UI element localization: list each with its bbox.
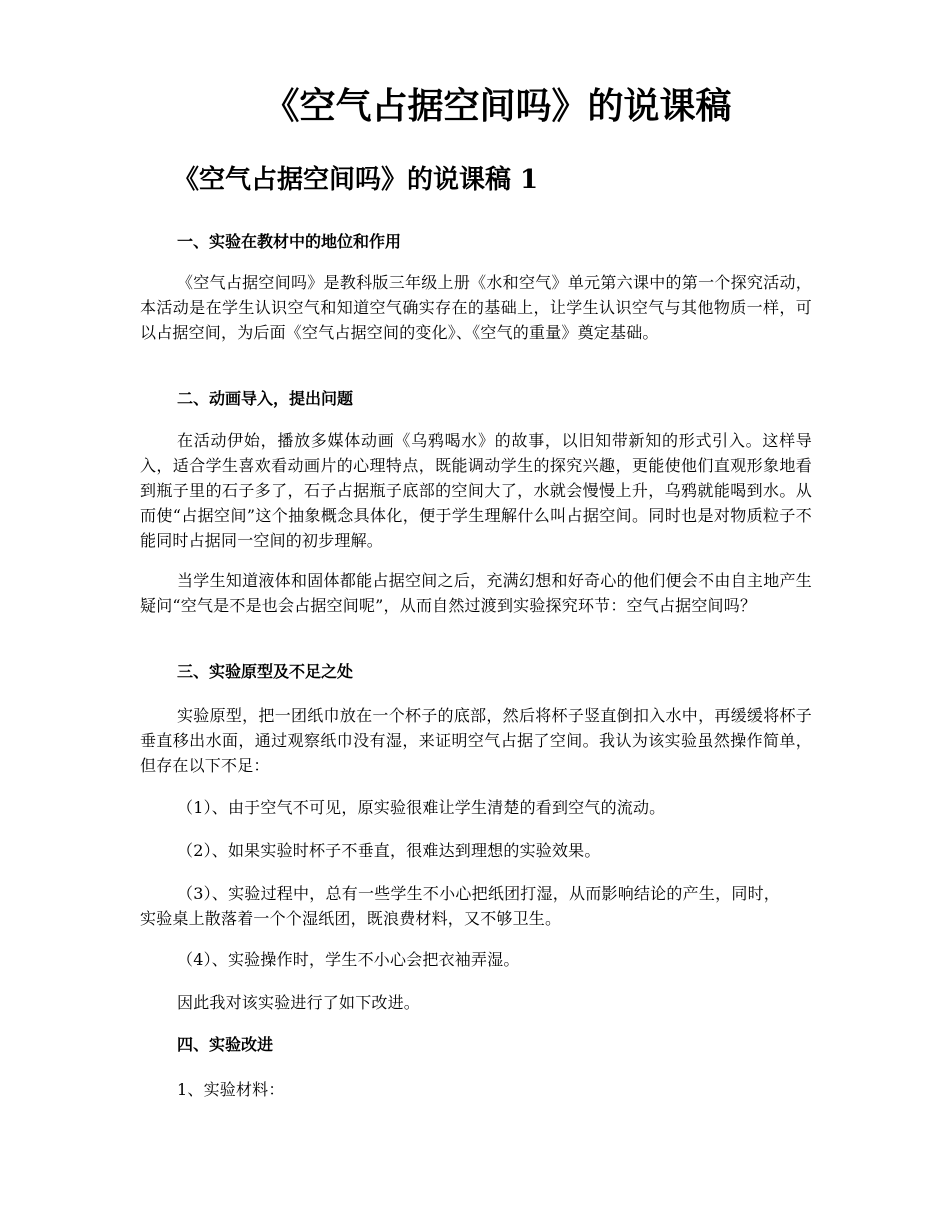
section-title: 《空气占据空间吗》的说课稿 1 — [173, 165, 539, 195]
heading-4: 四、实验改进 — [177, 1035, 274, 1054]
list-item-1: （1）、由于空气不可见，原实验很难让学生清楚的看到空气的流动。 — [177, 798, 666, 817]
list-item-4: （4）、实验操作时，学生不小心会把衣袖弄湿。 — [177, 950, 520, 969]
heading-1: 一、实验在教材中的地位和作用 — [177, 232, 402, 251]
list-item-2: （2）、如果实验时杯子不垂直，很难达到理想的实验效果。 — [177, 841, 601, 860]
paragraph-2: 在活动伊始，播放多媒体动画《乌鸦喝水》的故事，以旧知带新知的形式引入。这样导入，适合学生喜欢看动画片的心理特点，既能调动学生的探究兴趣，更能使他们直观形象地看到瓶子里的石子多了，石子占据瓶子底部的空间大了，水就会慢慢上升，乌鸦就能喝到水。从而使“占据空间”这个抽象概念具体化，便于学生理解什么叫占据空间。同时也是对物质粒子不能同时占据同一空间的初步理解。 — [140, 431, 812, 550]
paragraph-3: 当学生知道液体和固体都能占据空间之后，充满幻想和好奇心的他们便会不由自主地产生疑问“空气是不是也会占据空间呢”，从而自然过渡到实验探究环节：空气占据空间吗？ — [140, 571, 812, 615]
document-title: 《空气占据空间吗》的说课稿 — [263, 85, 732, 127]
list-item-3: （3）、实验过程中，总有一些学生不小心把纸团打湿，从而影响结论的产生，同时，实验桌上散落着一个个湿纸团，既浪费材料，又不够卫生。 — [140, 884, 780, 928]
paragraph-1: 《空气占据空间吗》是教科版三年级上册《水和空气》单元第六课中的第一个探究活动，本活动是在学生认识空气和知道空气确实存在的基础上，让学生认识空气与其他物质一样，可以占据空间，为后面《空气占据空间的变化》、《空气的重量》奠定基础。 — [140, 273, 812, 342]
heading-3: 三、实验原型及不足之处 — [177, 662, 354, 681]
paragraph-4: 实验原型，把一团纸巾放在一个杯子的底部，然后将杯子竖直倒扣入水中，再缓缓将杯子垂直移出水面，通过观察纸巾没有湿，来证明空气占据了空间。我认为该实验虽然操作简单，但存在以下不足： — [140, 706, 812, 775]
list-item-materials: 1、实验材料： — [177, 1080, 285, 1099]
paragraph-5: 因此我对该实验进行了如下改进。 — [177, 993, 421, 1012]
heading-2: 二、动画导入，提出问题 — [177, 389, 354, 408]
